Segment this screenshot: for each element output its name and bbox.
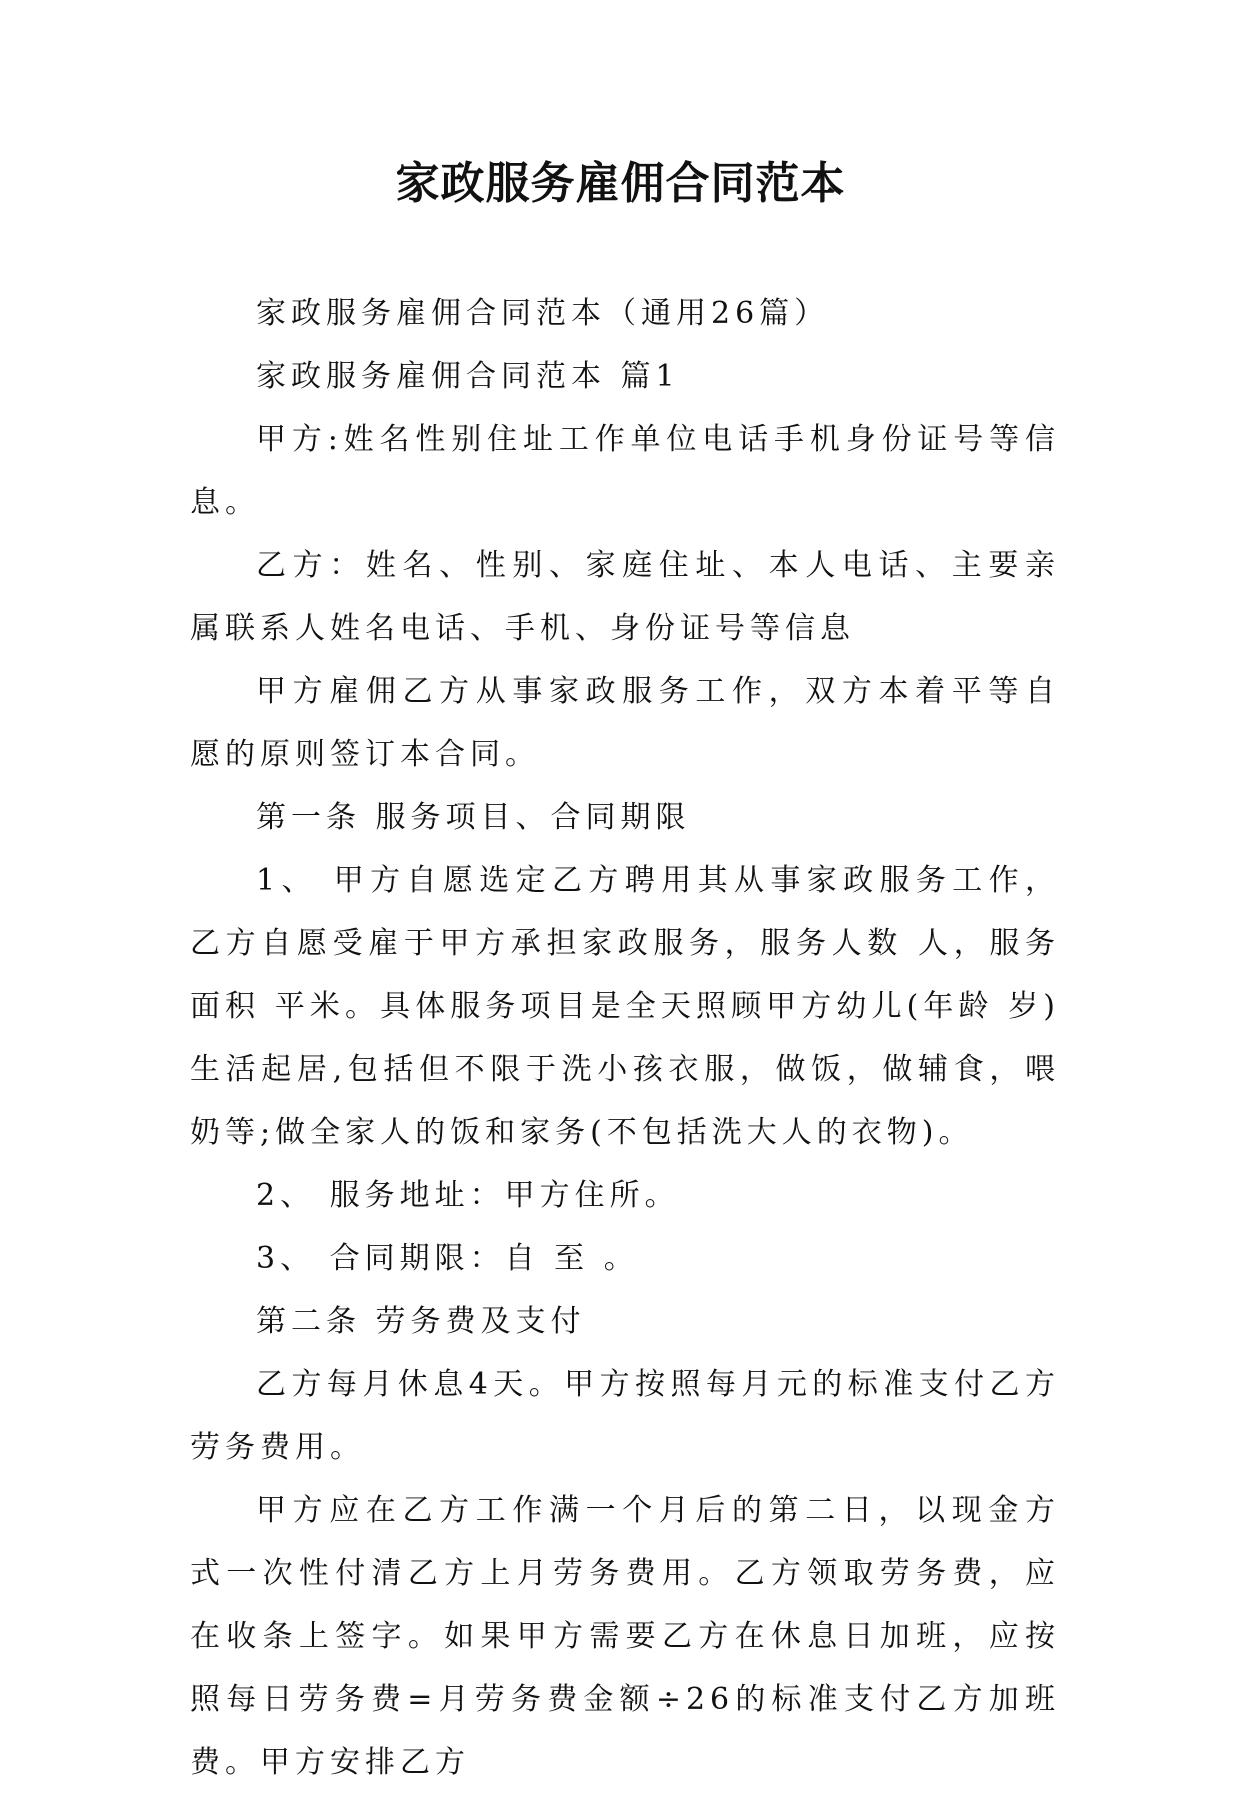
paragraph: 2、 服务地址：甲方住所。	[256, 1178, 680, 1213]
paragraph: 家政服务雇佣合同范本（通用26篇）	[256, 296, 830, 331]
paragraph: 3、 合同期限：自 至 。	[256, 1241, 639, 1276]
document-body	[190, 282, 1060, 1794]
paragraph: 家政服务雇佣合同范本 篇1	[256, 359, 680, 394]
paragraph: 甲方应在乙方工作满一个月后的第二日，以现金方式一次性付清乙方上月劳务费用。乙方领取劳务费，应在收条上签字。如果甲方需要乙方在休息日加班，应按照每日劳务费=月劳务费金额÷26的标准支付乙方加班费。甲方安排乙方	[190, 1493, 1060, 1780]
paragraph: 乙方：姓名、性别、家庭住址、本人电话、主要亲属联系人姓名电话、手机、身份证号等信息	[190, 548, 1060, 646]
section-heading: 第一条 服务项目、合同期限	[256, 800, 691, 835]
paragraph: 1、 甲方自愿选定乙方聘用其从事家政服务工作，乙方自愿受雇于甲方承担家政服务，服务人数 人，服务面积 平米。具体服务项目是全天照顾甲方幼儿(年龄 岁)生活起居,包括但不限于洗小孩衣服，做饭，做辅食，喂奶等;做全家人的饭和家务(不包括洗大人的衣物)。	[190, 863, 1060, 1150]
paragraph: 甲方雇佣乙方从事家政服务工作，双方本着平等自愿的原则签订本合同。	[190, 674, 1060, 772]
paragraph: 乙方每月休息4天。甲方按照每月元的标准支付乙方劳务费用。	[190, 1367, 1060, 1465]
paragraph: 甲方:姓名性别住址工作单位电话手机身份证号等信息。	[190, 422, 1060, 520]
document-title: 家政服务雇佣合同范本	[395, 158, 846, 209]
section-heading: 第二条 劳务费及支付	[256, 1304, 586, 1339]
